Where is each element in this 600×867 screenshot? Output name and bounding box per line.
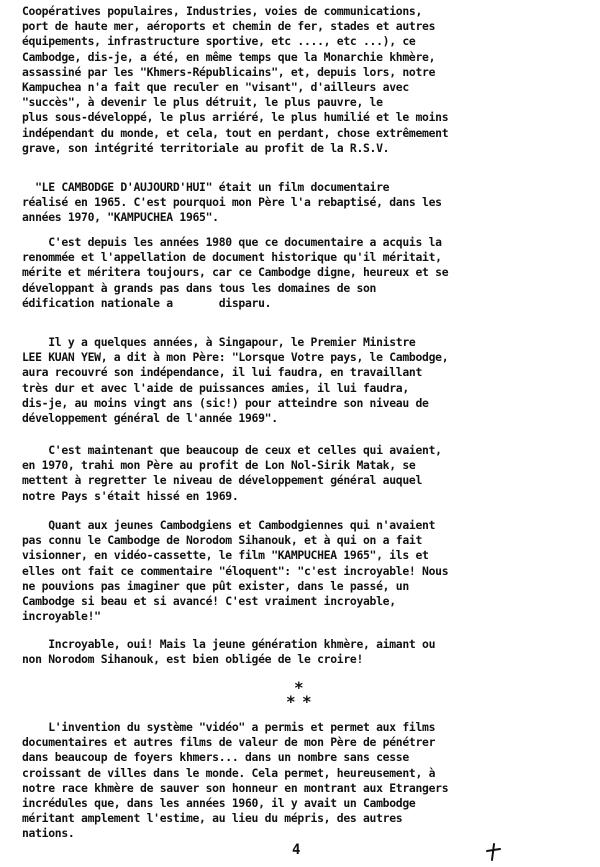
text-line: très dur et avec l'aide de puissances amies, il lui faudra, [22,380,409,395]
paragraph-film [22,180,590,226]
text-line: dis-je, au moins vingt ans (sic!) pour atteindre son niveau de [22,395,429,410]
paragraph-video [22,720,590,842]
text-line: Cambodge si beau et si avancé! C'est vraiment incroyable, [22,594,396,609]
text-line: incrédules que, dans les années 1960, il y avait un Cambodge [22,796,416,811]
text-line: notre Pays s'était hissé en 1969. [22,488,239,503]
text-line: Incroyable, oui! Mais la jeune génération khmère, aimant ou [22,637,436,651]
text-line: mettent à regretter le niveau de développement général auquel [22,473,423,488]
text-line: pas connu le Cambodge de Norodom Sihanouk, et à qui on a fait [22,533,423,548]
text-line: développement général de l'année 1969". [22,411,278,426]
separator-star-left: * [286,692,296,711]
text-line: C'est depuis les années 1980 que ce documentaire a acquis la [22,235,442,249]
text-line: nations. [22,826,75,841]
text-line: édification nationale a disparu. [22,295,272,310]
text-line: équipements, infrastructure sportive, etc ...., etc ...), ce [22,34,416,49]
text-line: visionner, en vidéo-cassette, le film "KAMPUCHEA 1965", ils et [22,548,429,563]
text-line: dans beaucoup de foyers khmers... dans un nombre sans cesse [22,750,409,765]
paragraph-youth [22,518,590,624]
paragraph-documentary [22,235,590,311]
text-line: mérite et méritera toujours, car ce Cambodge digne, heureux et se [22,265,449,280]
text-line: Il y a quelques années, à Singapour, le Premier Ministre [22,335,416,349]
text-line: Quant aux jeunes Cambodgiens et Cambodgiennes qui n'avaient [22,518,436,532]
paragraph-betrayal [22,443,590,504]
text-line: Cambodge, dis-je, a été, en même temps que la Monarchie khmère, [22,49,436,64]
text-line: Coopératives populaires, Industries, voies de communications, [22,4,423,18]
paragraph-intro [22,4,590,156]
text-line: documentaires et autres films de valeur de mon Père de pénétrer [22,735,436,750]
text-line: indépendant du monde, et cela, tout en perdant, chose extrêmement [22,125,449,140]
text-line: incroyable!" [22,609,101,624]
text-line: non Norodom Sihanouk, est bien obligée de le croire! [22,652,364,667]
text-line: réalisé en 1965. C'est pourquoi mon Père l'a rebaptisé, dans les [22,195,442,210]
paragraph-singapore [22,335,590,426]
separator-star-right: * [302,692,312,711]
text-line: C'est maintenant que beaucoup de ceux et celles qui avaient, [22,443,442,457]
handwritten-mark-icon [484,842,502,862]
text-line: en 1970, trahi mon Père au profit de Lon Nol-Sirik Matak, se [22,458,416,473]
text-line: assassiné par les "Khmers-Républicains", et, depuis lors, notre [22,64,436,79]
text-line: "succès", à devenir le plus détruit, le plus pauvre, le [22,95,383,110]
text-line: port de haute mer, aéroports et chemin de fer, stades et autres [22,19,436,34]
text-line: Kampuchea n'a fait que reculer en "visant", d'ailleurs avec [22,80,409,95]
text-line: développant à grands pas dans tous les domaines de son [22,280,377,295]
text-line: elles ont fait ce commentaire "éloquent": "c'est incroyable! Nous [22,563,449,578]
text-line: LEE KUAN YEW, a dit à mon Père: "Lorsque Votre pays, le Cambodge, [22,350,449,365]
text-line: renommée et l'appellation de document historique qu'il méritait, [22,250,442,265]
paragraph-incroyable [22,637,590,667]
text-line: L'invention du système "vidéo" a permis et permet aux films [22,720,436,734]
text-line: ne pouvions pas imaginer que pût exister, dans le passé, un [22,578,409,593]
text-line: croissant de villes dans le monde. Cela permet, heureusement, à [22,765,436,780]
text-line: grave, son intégrité territoriale au profit de la R.S.V. [22,140,390,155]
text-line: "LE CAMBODGE D'AUJOURD'HUI" était un film documentaire [22,180,390,194]
text-line: années 1970, "KAMPUCHEA 1965". [22,210,219,225]
text-line: plus sous-développé, le plus arriéré, le plus humilié et le moins [22,110,449,125]
text-line: notre race khmère de sauver son honneur en montrant aux Etrangers [22,780,449,795]
separator-star-top: * [294,678,304,697]
text-line: méritant amplement l'estime, au lieu du mépris, des autres [22,811,403,826]
text-line: aura recouvré son indépendance, il lui faudra, en travaillant [22,365,423,380]
page-number: 4 [292,842,301,858]
